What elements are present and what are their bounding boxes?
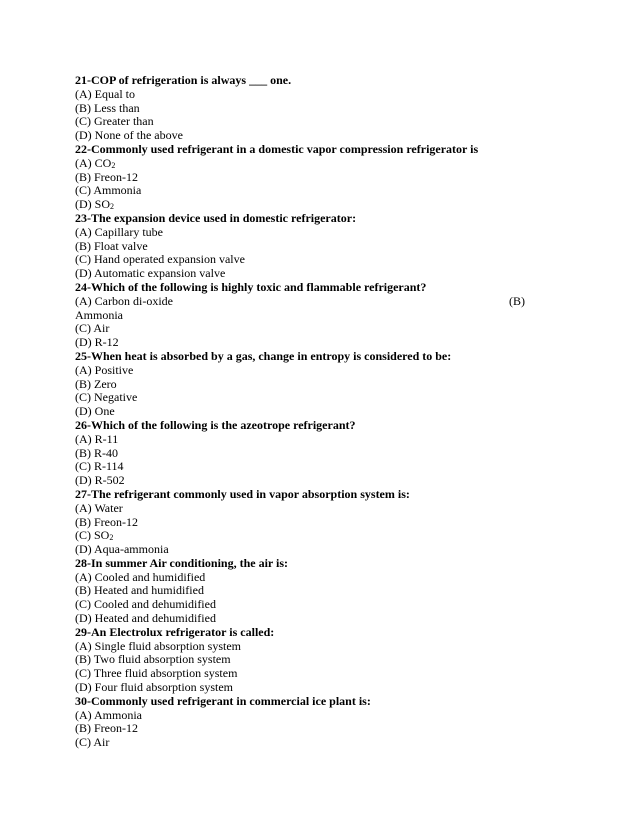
option-21a: (A) Equal to — [75, 86, 135, 101]
option-24b-text: Ammonia — [75, 307, 123, 322]
option-21c: (C) Greater than — [75, 114, 154, 129]
option-26a: (A) R-11 — [75, 431, 119, 446]
option-27d: (D) Aqua-ammonia — [75, 542, 169, 557]
option-25b: (B) Zero — [75, 376, 117, 391]
option-24c: (C) Air — [75, 321, 110, 336]
question-29: 29-An Electrolux refrigerator is called: — [75, 624, 275, 639]
option-29d: (D) Four fluid absorption system — [75, 680, 233, 695]
option-30a: (A) Ammonia — [75, 707, 142, 722]
question-26: 26-Which of the following is the azeotrope refrigerant? — [75, 417, 356, 432]
option-25a: (A) Positive — [75, 362, 134, 377]
option-22d-subscript: 2 — [110, 202, 114, 212]
option-22b: (B) Freon-12 — [75, 169, 138, 184]
option-22a-text: (A) CO — [75, 155, 112, 170]
question-24: 24-Which of the following is highly toxic and flammable refrigerant? — [75, 279, 427, 294]
option-29c: (C) Three fluid absorption system — [75, 666, 238, 681]
option-27c-subscript: 2 — [109, 533, 114, 543]
option-28b: (B) Heated and humidified — [75, 583, 204, 598]
option-23c: (C) Hand operated expansion valve — [75, 252, 245, 267]
option-27a: (A) Water — [75, 500, 123, 515]
option-28c: (C) Cooled and dehumidified — [75, 597, 216, 612]
question-25: 25-When heat is absorbed by a gas, change in entropy is considered to be: — [75, 348, 452, 363]
option-21b: (B) Less than — [75, 100, 140, 115]
option-25c: (C) Negative — [75, 390, 138, 405]
option-23d: (D) Automatic expansion valve — [75, 266, 226, 281]
option-27c-text: (C) SO — [75, 528, 110, 543]
option-27b: (B) Freon-12 — [75, 514, 138, 529]
option-23a: (A) Capillary tube — [75, 224, 163, 239]
option-21d: (D) None of the above — [75, 128, 183, 143]
option-22d-text: (D) SO — [75, 197, 110, 212]
option-29a: (A) Single fluid absorption system — [75, 638, 241, 653]
option-22a-subscript: 2 — [111, 160, 116, 170]
option-22c: (C) Ammonia — [75, 183, 142, 198]
question-28: 28-In summer Air conditioning, the air is: — [75, 555, 289, 570]
option-26b: (B) R-40 — [75, 445, 118, 460]
option-27c — [75, 529, 525, 543]
option-24d: (D) R-12 — [75, 335, 119, 350]
question-23: 23-The expansion device used in domestic refrigerator: — [75, 210, 357, 225]
option-25d: (D) One — [75, 404, 115, 419]
option-24a-row — [75, 295, 525, 309]
question-27: 27-The refrigerant commonly used in vapor absorption system is: — [75, 486, 410, 501]
option-28a: (A) Cooled and humidified — [75, 569, 206, 584]
option-22a — [75, 157, 525, 171]
option-26c: (C) R-114 — [75, 459, 124, 474]
option-30c: (C) Air — [75, 735, 110, 750]
option-24b-label: (B) — [509, 293, 525, 308]
option-23b: (B) Float valve — [75, 238, 148, 253]
option-28d: (D) Heated and dehumidified — [75, 611, 216, 626]
question-22: 22-Commonly used refrigerant in a domestic vapor compression refrigerator is — [75, 141, 479, 156]
option-30b: (B) Freon-12 — [75, 721, 138, 736]
question-30: 30-Commonly used refrigerant in commercial ice plant is: — [75, 693, 371, 708]
option-29b: (B) Two fluid absorption system — [75, 652, 231, 667]
question-21: 21-COP of refrigeration is always ___ one. — [75, 73, 292, 87]
option-24a: (A) Carbon di-oxide — [75, 293, 173, 308]
option-22d — [75, 198, 525, 212]
option-26d: (D) R-502 — [75, 473, 125, 488]
document-page — [75, 74, 525, 750]
